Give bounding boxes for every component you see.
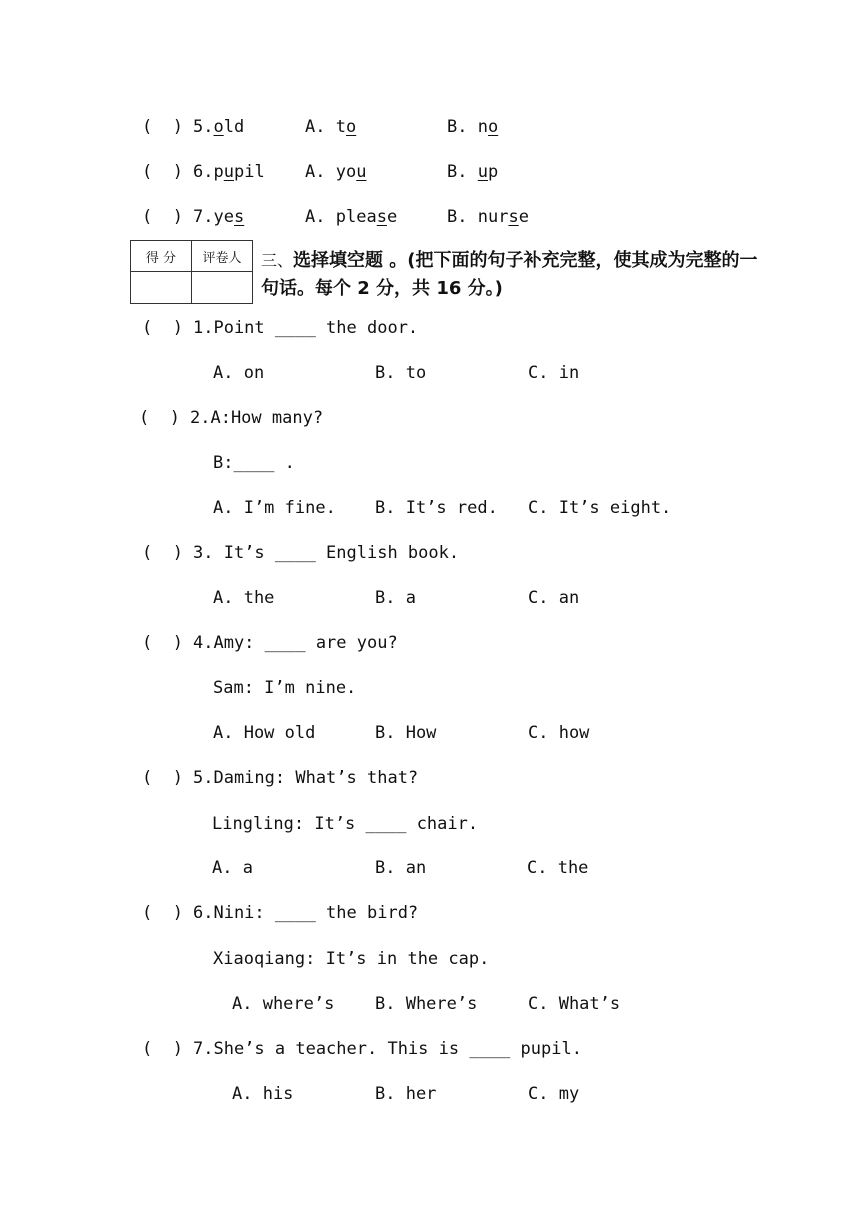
answer-paren[interactable]: ( ) (139, 408, 180, 428)
dialogue-line: Lingling: It’s ____ chair. (212, 814, 479, 834)
phonics-word: 5.old (193, 117, 245, 137)
option-a[interactable]: A. where’s (232, 994, 335, 1014)
option-a[interactable]: A. a (212, 858, 253, 878)
dialogue-line: Xiaoqiang: It’s in the cap. (213, 949, 490, 969)
option-c[interactable]: C. the (527, 858, 589, 878)
option-a[interactable]: A. How old (213, 723, 316, 743)
option-b[interactable]: B. her (375, 1084, 437, 1104)
grader-cell[interactable] (192, 272, 253, 304)
answer-paren[interactable]: ( ) (142, 768, 183, 788)
option-c[interactable]: C. in (528, 363, 580, 383)
option-b[interactable]: B. nurse (447, 207, 529, 227)
grader-header: 评卷人 (192, 241, 253, 272)
question-stem: 7.She’s a teacher. This is ____ pupil. (193, 1039, 582, 1059)
option-a[interactable]: A. the (213, 588, 275, 608)
option-a[interactable]: A. please (305, 207, 398, 227)
option-b[interactable]: B. to (375, 363, 427, 383)
answer-paren[interactable]: ( ) (142, 162, 183, 182)
option-c[interactable]: C. how (528, 723, 590, 743)
phonics-word: 7.yes (193, 207, 245, 227)
option-a[interactable]: A. I’m fine. (213, 498, 336, 518)
option-b[interactable]: B. no (447, 117, 499, 137)
option-b[interactable]: B. It’s red. (375, 498, 498, 518)
phonics-word: 6.pupil (193, 162, 265, 182)
option-c[interactable]: C. What’s (528, 994, 621, 1014)
option-b[interactable]: B. How (375, 723, 437, 743)
score-cell[interactable] (131, 272, 192, 304)
answer-paren[interactable]: ( ) (142, 633, 183, 653)
option-c[interactable]: C. It’s eight. (528, 498, 672, 518)
option-b[interactable]: B. up (447, 162, 499, 182)
score-header: 得 分 (131, 241, 192, 272)
option-a[interactable]: A. to (305, 117, 357, 137)
answer-paren[interactable]: ( ) (142, 318, 183, 338)
section-title: 三、选择填空题 。(把下面的句子补充完整，使其成为完整的一句话。每个 2 分，共 16 分。) (261, 250, 758, 299)
option-c[interactable]: C. an (528, 588, 580, 608)
question-stem: 2.A:How many? (190, 408, 324, 428)
question-stem: 4.Amy: ____ are you? (193, 633, 398, 653)
question-stem: 5.Daming: What’s that? (193, 768, 419, 788)
option-b[interactable]: B. an (375, 858, 427, 878)
option-a[interactable]: A. his (232, 1084, 294, 1104)
question-stem: 3. It’s ____ English book. (193, 543, 460, 563)
option-b[interactable]: B. Where’s (375, 994, 478, 1014)
answer-paren[interactable]: ( ) (142, 1039, 183, 1059)
option-a[interactable]: A. you (305, 162, 367, 182)
answer-paren[interactable]: ( ) (142, 543, 183, 563)
dialogue-line: B:____ . (213, 453, 295, 473)
score-table (130, 240, 253, 304)
answer-paren[interactable]: ( ) (142, 903, 183, 923)
option-c[interactable]: C. my (528, 1084, 580, 1104)
answer-paren[interactable]: ( ) (142, 207, 183, 227)
dialogue-line: Sam: I’m nine. (213, 678, 357, 698)
question-stem: 6.Nini: ____ the bird? (193, 903, 419, 923)
answer-paren[interactable]: ( ) (142, 117, 183, 137)
option-a[interactable]: A. on (213, 363, 265, 383)
option-b[interactable]: B. a (375, 588, 416, 608)
question-stem: 1.Point ____ the door. (193, 318, 419, 338)
